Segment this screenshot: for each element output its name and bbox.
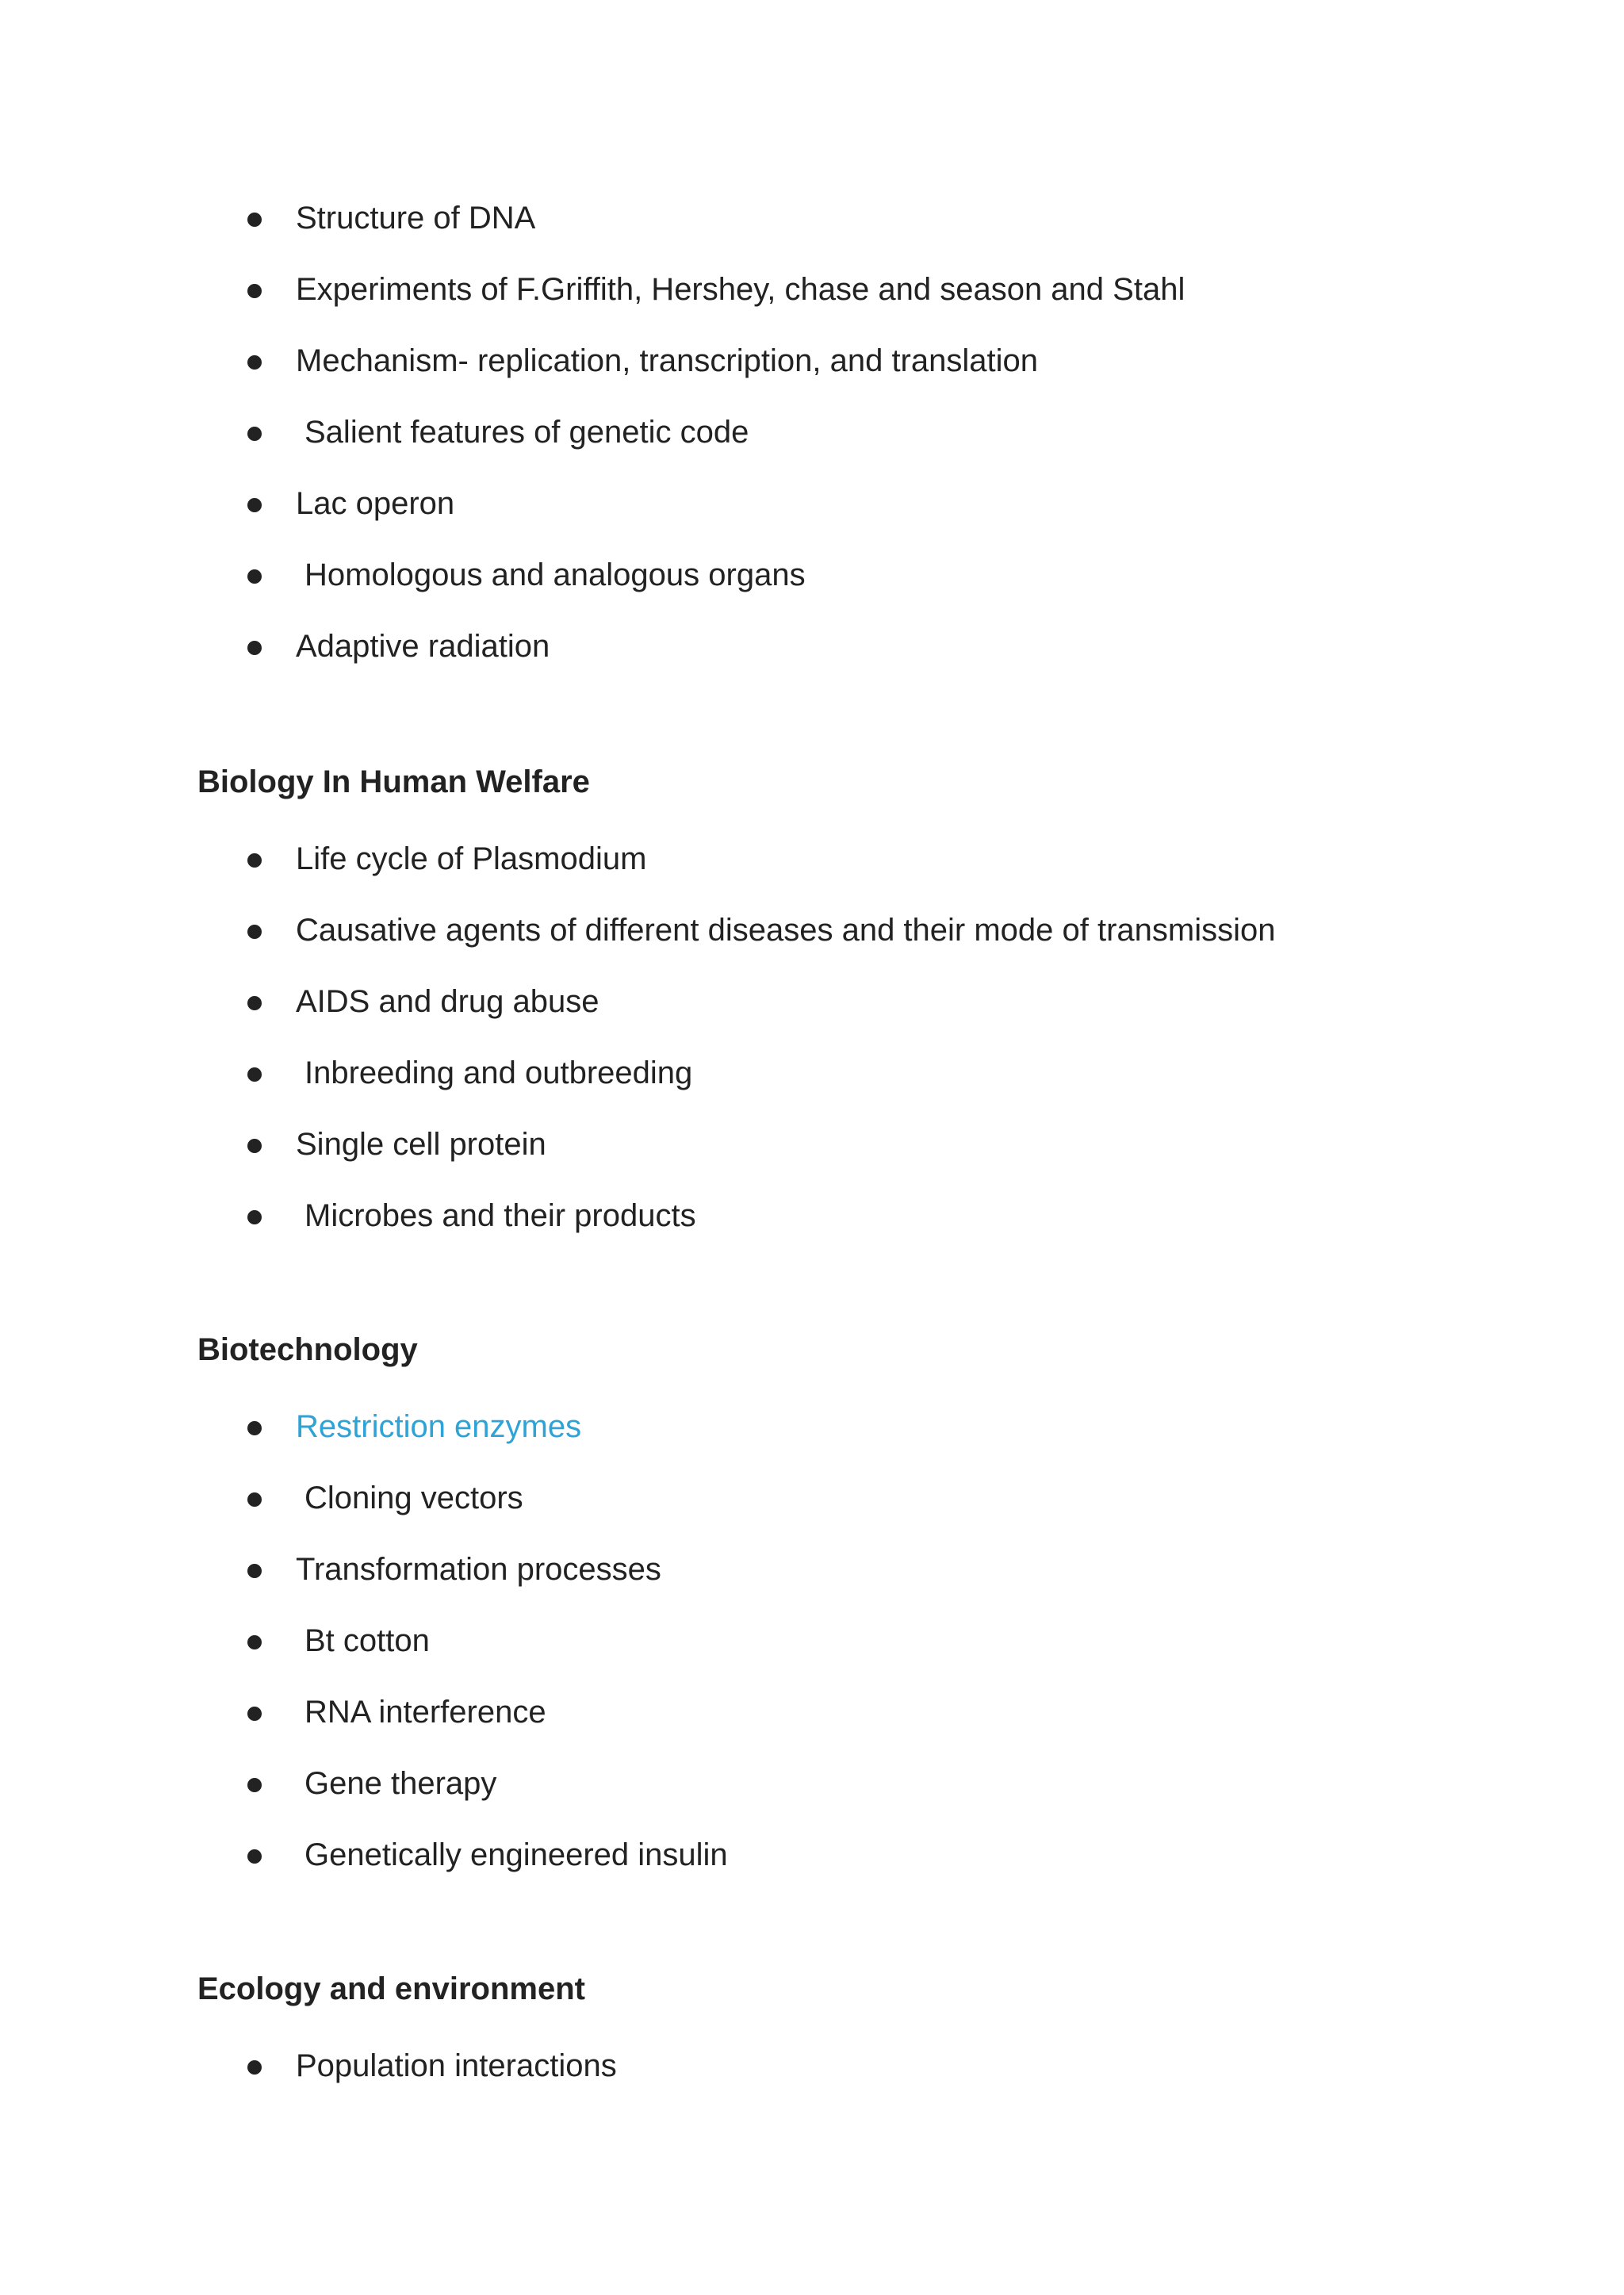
bullet-icon — [247, 1635, 262, 1649]
bullet-icon — [247, 1707, 262, 1721]
bullet-icon — [247, 1421, 262, 1435]
bullet-icon — [247, 996, 262, 1010]
list-item-text: Bt cotton — [304, 1623, 430, 1658]
bullet-icon — [247, 498, 262, 512]
list-item-text: Transformation processes — [296, 1552, 661, 1587]
list-item-text: Life cycle of Plasmodium — [296, 841, 647, 876]
bullet-icon — [247, 1139, 262, 1153]
list-item-text: Experiments of F.Griffith, Hershey, chase and season and Stahl — [296, 272, 1185, 307]
list-item-text: AIDS and drug abuse — [296, 984, 599, 1019]
bullet-icon — [247, 1210, 262, 1224]
bullet-icon — [247, 427, 262, 441]
list-item-text: Single cell protein — [296, 1127, 546, 1162]
bullet-icon — [247, 2060, 262, 2075]
bullet-icon — [247, 1564, 262, 1578]
list-item-text: Lac operon — [296, 486, 455, 521]
list-item-text: Genetically engineered insulin — [304, 1837, 728, 1872]
bullet-icon — [247, 213, 262, 227]
list-item-text: Cloning vectors — [304, 1481, 523, 1515]
bullet-icon — [247, 569, 262, 584]
section-heading-biology-in-human-welfare: Biology In Human Welfare — [197, 764, 590, 799]
list-item-text: Inbreeding and outbreeding — [304, 1056, 693, 1090]
bullet-icon — [247, 641, 262, 655]
list-item-text: Gene therapy — [304, 1766, 497, 1801]
section-heading-biotechnology: Biotechnology — [197, 1332, 418, 1367]
list-item-text: Homologous and analogous organs — [304, 557, 806, 592]
list-item-text: Structure of DNA — [296, 201, 536, 236]
list-item-text: Mechanism- replication, transcription, and translation — [296, 343, 1038, 378]
section-heading-ecology-and-environment: Ecology and environment — [197, 1971, 585, 2006]
list-item-text: Microbes and their products — [304, 1198, 696, 1233]
list-item-text: RNA interference — [304, 1695, 546, 1730]
bullet-icon — [247, 925, 262, 939]
list-item-text: Population interactions — [296, 2048, 617, 2083]
bullet-icon — [247, 1067, 262, 1082]
list-item-text: Salient features of genetic code — [304, 415, 749, 450]
bullet-icon — [247, 853, 262, 868]
bullet-icon — [247, 1778, 262, 1792]
bullet-icon — [247, 284, 262, 298]
bullet-icon — [247, 355, 262, 370]
list-item-text: Adaptive radiation — [296, 629, 550, 664]
list-item-text: Causative agents of different diseases and their mode of transmission — [296, 913, 1276, 948]
bullet-icon — [247, 1849, 262, 1864]
bullet-icon — [247, 1492, 262, 1507]
restriction-enzymes-link[interactable]: Restriction enzymes — [296, 1409, 582, 1444]
